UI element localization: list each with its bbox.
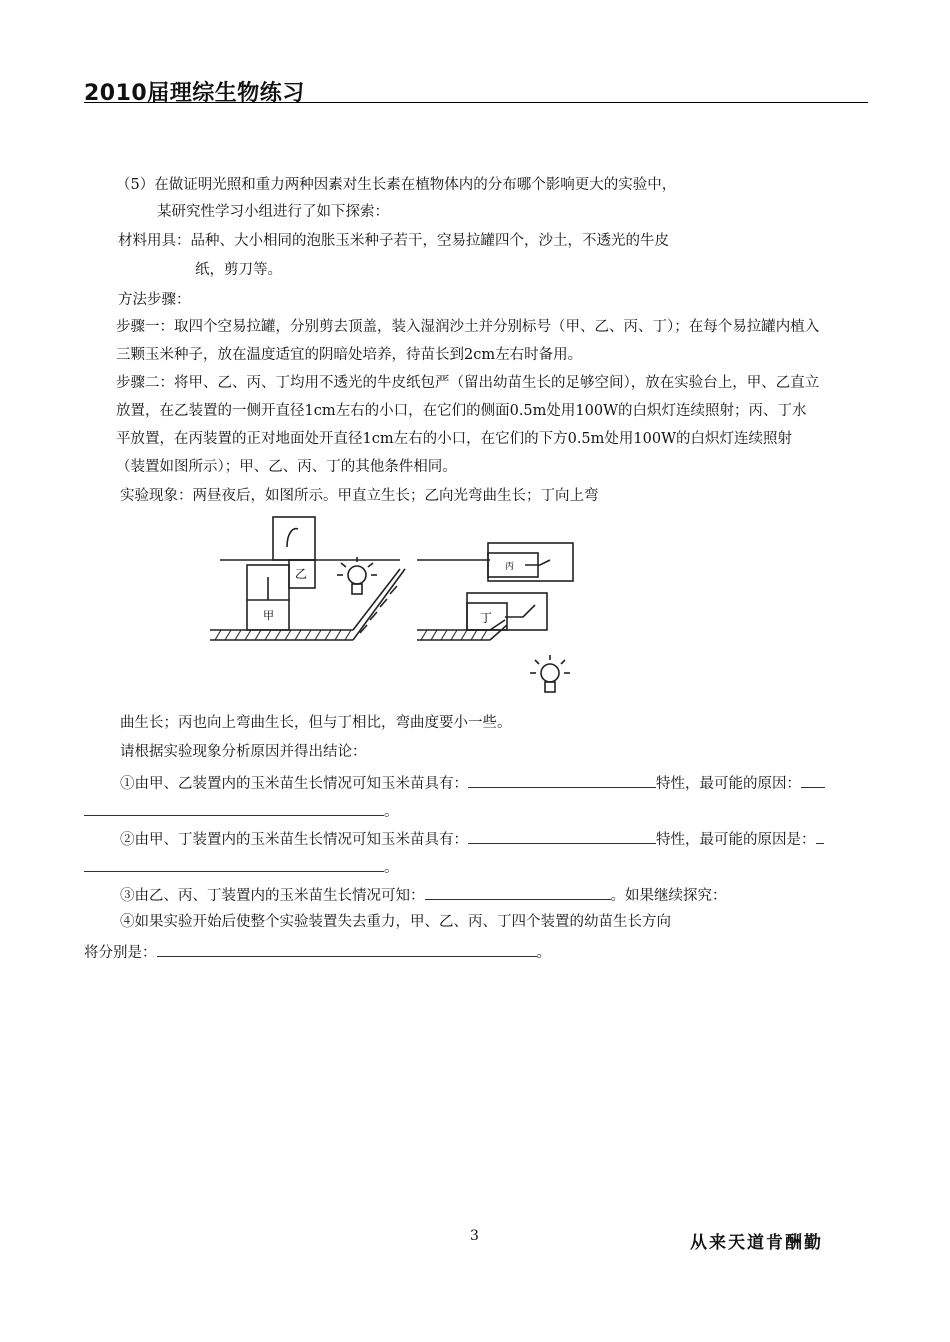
question-3 xyxy=(120,885,727,905)
question-4-cont xyxy=(84,942,551,962)
page-number: 3 xyxy=(470,1228,479,1244)
header-title: 2010届理综生物练习 xyxy=(84,81,305,106)
question-2-end: 。 xyxy=(384,860,399,876)
answer-blank-1a[interactable] xyxy=(468,773,656,788)
question-2-text-2: 特性，最可能的原因是： xyxy=(656,832,816,848)
question-1-end: 。 xyxy=(384,804,399,820)
question-1-text: ①由甲、乙装置内的玉米苗生长情况可知玉米苗具有： xyxy=(120,776,468,792)
question-1-cont xyxy=(84,801,399,821)
question-2-cont xyxy=(84,857,399,877)
label-ding: 丁 xyxy=(480,611,493,625)
answer-blank-4[interactable] xyxy=(157,942,537,957)
analysis-prompt: 请根据实验现象分析原因并得出结论： xyxy=(120,744,367,760)
answer-blank-1b[interactable] xyxy=(801,773,825,788)
question-3-text-2: 。如果继续探究： xyxy=(610,888,727,904)
materials-line-2: 纸，剪刀等。 xyxy=(195,262,282,278)
phenomenon-line-2: 曲生长；丙也向上弯曲生长，但与丁相比，弯曲度要小一些。 xyxy=(120,715,512,731)
answer-blank-2a[interactable] xyxy=(468,829,656,844)
question-1 xyxy=(120,773,825,793)
step1-line-1: 步骤一：取四个空易拉罐，分别剪去顶盖，装入湿润沙土并分别标号（甲、乙、丙、丁）；在每个易拉罐内植入 xyxy=(116,319,820,335)
phenomenon-line-1: 实验现象：两昼夜后，如图所示。甲直立生长；乙向光弯曲生长；丁向上弯 xyxy=(120,488,599,504)
method-heading: 方法步骤： xyxy=(118,292,191,308)
question-4-end: 。 xyxy=(536,945,551,961)
step2-line-1: 步骤二：将甲、乙、丙、丁均用不透光的牛皮纸包严（留出幼苗生长的足够空间），放在实验台上，甲、乙直立 xyxy=(116,375,820,391)
question-4: ④如果实验开始后使整个实验装置失去重力，甲、乙、丙、丁四个装置的幼苗生长方向 xyxy=(120,914,671,930)
question-intro-2: 某研究性学习小组进行了如下探索： xyxy=(157,204,389,220)
answer-blank-3[interactable] xyxy=(425,885,611,900)
step1-line-2: 三颗玉米种子，放在温度适宜的阴暗处培养，待苗长到2cm左右时备用。 xyxy=(116,347,583,363)
step2-line-2: 放置，在乙装置的一侧开直径1cm左右的小口，在它们的侧面0.5m处用100W的白炽灯连续照射；丙、丁水 xyxy=(116,403,807,419)
answer-blank-2c[interactable] xyxy=(84,857,384,872)
page-header xyxy=(84,76,868,106)
question-2 xyxy=(120,829,824,849)
label-yi: 乙 xyxy=(295,567,308,581)
footer-motto: 从来天道肯酬勤 xyxy=(690,1233,823,1253)
answer-blank-1c[interactable] xyxy=(84,801,384,816)
step2-line-4: （装置如图所示）；甲、乙、丙、丁的其他条件相同。 xyxy=(116,459,457,475)
question-3-text: ③由乙、丙、丁装置内的玉米苗生长情况可知： xyxy=(120,888,425,904)
apparatus-figure xyxy=(205,505,585,710)
label-bing: 丙 xyxy=(505,562,515,572)
step2-line-3: 平放置，在丙装置的正对地面处开直径1cm左右的小口，在它们的下方0.5m处用100W的白炽灯连续照射 xyxy=(116,431,792,447)
question-2-text: ②由甲、丁装置内的玉米苗生长情况可知玉米苗具有： xyxy=(120,832,468,848)
question-1-text-2: 特性，最可能的原因： xyxy=(656,776,801,792)
materials-line: 材料用具：品种、大小相同的泡胀玉米种子若干，空易拉罐四个，沙土，不透光的牛皮 xyxy=(118,233,669,249)
question-intro: （5）在做证明光照和重力两种因素对生长素在植物体内的分布哪个影响更大的实验中， xyxy=(116,177,677,193)
answer-blank-2b[interactable] xyxy=(816,829,824,844)
question-4-text-2: 将分别是： xyxy=(84,945,157,961)
label-jia: 甲 xyxy=(263,609,274,622)
